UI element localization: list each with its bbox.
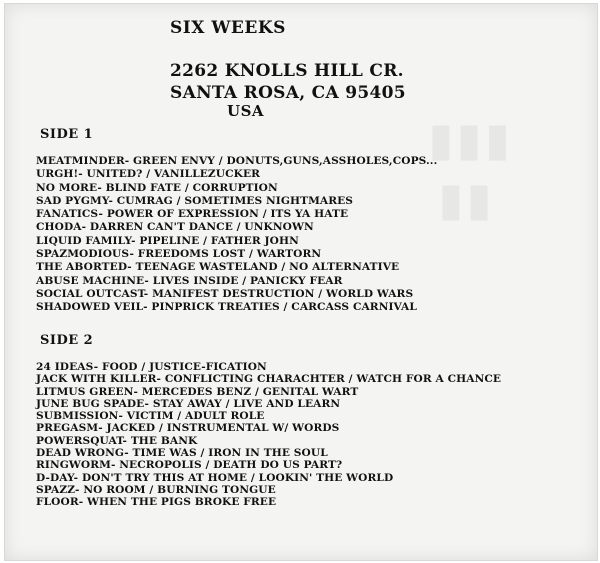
track-entry: 24 IDEAS- FOOD / JUSTICE-FICATION [36,361,267,373]
track-entry: DEAD WRONG- TIME WAS / IRON IN THE SOUL [36,447,328,460]
track-entry: FLOOR- WHEN THE PIGS BROKE FREE [36,496,277,509]
track-entry: JACK WITH KILLER- CONFLICTING CHARACHTER / WATCH FOR A CHANCE [36,373,502,386]
track-entry: POWERSQUAT- THE BANK [36,434,198,447]
track-entry: MEATMINDER- GREEN ENVY / DONUTS,GUNS,ASSHOLES,COPS... [36,155,438,167]
bleed-through-shadow: ▮▮▮ [425,112,510,166]
side-1-heading: SIDE 1 [40,127,94,142]
track-entry: SPAZZ- NO ROOM / BURNING TONGUE [36,483,276,496]
track-entry: JUNE BUG SPADE- STAY AWAY / LIVE AND LEARN [36,397,341,410]
track-entry: SAD PYGMY- CUMRAG / SOMETIMES NIGHTMARES [36,194,354,207]
track-entry: LIQUID FAMILY- PIPELINE / FATHER JOHN [36,234,299,247]
track-entry: SOCIAL OUTCAST- MANIFEST DESTRUCTION / WORLD WARS [36,287,414,300]
side-2-tracklist [36,361,501,509]
track-entry: SHADOWED VEIL- PINPRICK TREATIES / CARCASS CARNIVAL [36,301,417,314]
address-country: USA [227,102,265,120]
track-entry: D-DAY- DON'T TRY THIS AT HOME / LOOKIN' THE WORLD [36,471,394,484]
track-entry: RINGWORM- NECROPOLIS / DEATH DO US PART? [36,459,343,472]
track-entry: PREGASM- JACKED / INSTRUMENTAL W/ WORDS [36,422,340,435]
address-street: 2262 KNOLLS HILL CR. [170,61,404,81]
page-title: SIX WEEKS [170,18,286,38]
track-entry: URGH!- UNITED? / VANILLEZUCKER [36,168,261,181]
track-entry: LITMUS GREEN- MERCEDES BENZ / GENITAL WART [36,385,359,398]
side-2-heading: SIDE 2 [40,333,94,348]
track-entry: SPAZMODIOUS- FREEDOMS LOST / WARTORN [36,248,322,261]
side-1-tracklist [36,155,437,315]
track-entry: THE ABORTED- TEENAGE WASTELAND / NO ALTERNATIVE [36,261,400,274]
track-entry: NO MORE- BLIND FATE / CORRUPTION [36,181,278,194]
track-entry: ABUSE MACHINE- LIVES INSIDE / PANICKY FEAR [36,274,343,287]
bleed-through-shadow: ▮▮ [435,172,492,226]
track-entry: SUBMISSION- VICTIM / ADULT ROLE [36,410,265,423]
tracklist-sheet [4,3,598,561]
track-entry: FANATICS- POWER OF EXPRESSION / ITS YA HATE [36,208,349,221]
track-entry: CHODA- DARREN CAN'T DANCE / UNKNOWN [36,221,314,234]
address-city: SANTA ROSA, CA 95405 [170,83,406,103]
